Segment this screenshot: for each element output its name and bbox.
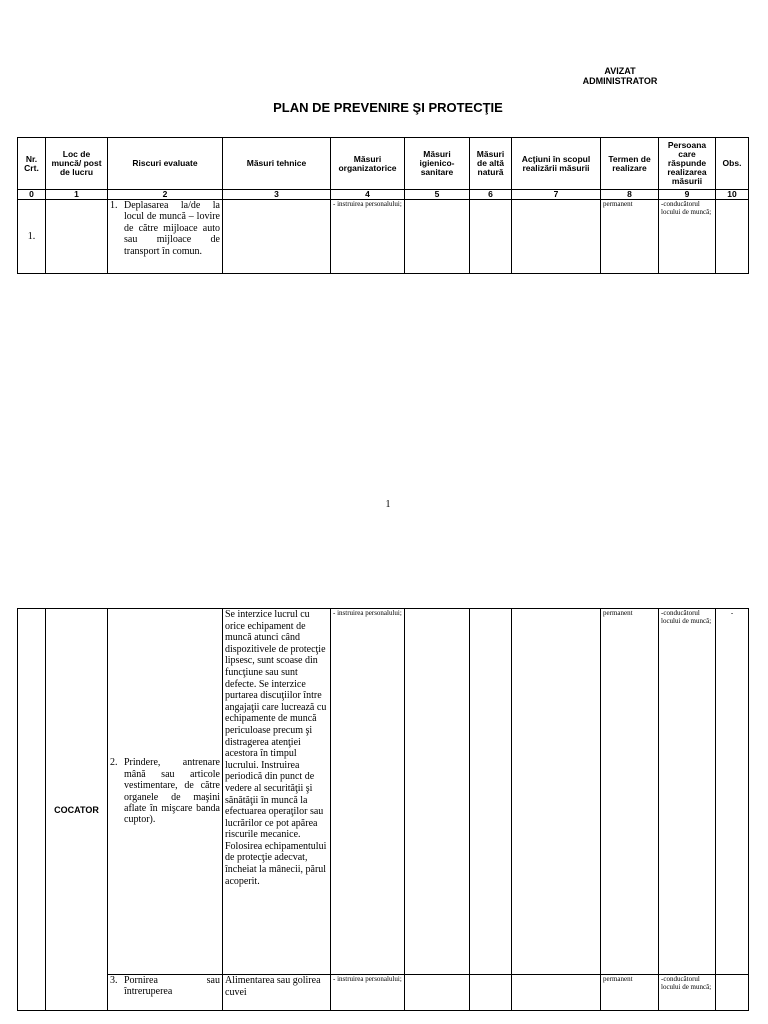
table-header-row bbox=[18, 138, 749, 190]
document-title: PLAN DE PREVENIRE ŞI PROTECŢIE bbox=[273, 100, 503, 115]
row-nr: 1. bbox=[18, 200, 46, 274]
row-alta-natura bbox=[470, 200, 512, 274]
row-actiuni bbox=[512, 975, 601, 1011]
row-actiuni bbox=[512, 200, 601, 274]
row-persoana: -conducătorul locului de muncă; bbox=[659, 975, 716, 1011]
col-header-persoana: Persoana care răspunde realizarea măsurii bbox=[659, 138, 716, 190]
row-risk bbox=[108, 975, 223, 1011]
approval-line-avizat: AVIZAT bbox=[604, 66, 636, 76]
col-header-termen: Termen de realizare bbox=[601, 138, 659, 190]
col-number: 8 bbox=[601, 190, 659, 200]
col-header-nr: Nr. Crt. bbox=[18, 138, 46, 190]
col-header-tehnice: Măsuri tehnice bbox=[223, 138, 331, 190]
risk-text: Deplasarea la/de la locul de muncă – lovire de către mijloace auto sau mijloace de transport în comun. bbox=[124, 200, 220, 257]
row-termen: permanent bbox=[601, 200, 659, 274]
approval-line-administrator: ADMINISTRATOR bbox=[582, 76, 658, 86]
column-number-row bbox=[18, 190, 749, 200]
row-alta-natura bbox=[470, 975, 512, 1011]
row-organizatorice: - instruirea personalului; bbox=[331, 609, 405, 975]
col-header-organizatorice: Măsuri organizatorice bbox=[331, 138, 405, 190]
col-number: 2 bbox=[108, 190, 223, 200]
row-obs bbox=[716, 975, 749, 1011]
risk-number: 2. bbox=[110, 757, 118, 769]
plan-table-page1 bbox=[17, 137, 749, 274]
page-number: 1 bbox=[385, 499, 391, 510]
table-row bbox=[18, 609, 749, 975]
table-row bbox=[18, 200, 749, 274]
row-organizatorice: - instruirea personalului; bbox=[331, 975, 405, 1011]
col-number: 1 bbox=[46, 190, 108, 200]
risk-number: 3. bbox=[110, 975, 118, 986]
row-obs: - bbox=[716, 609, 749, 975]
col-header-loc: Loc de muncă/ post de lucru bbox=[46, 138, 108, 190]
workplace-cocator: COCATOR bbox=[46, 609, 108, 1011]
col-number: 6 bbox=[470, 190, 512, 200]
row-persoana: -conducătorul locului de muncă; bbox=[659, 200, 716, 274]
approval-stamp bbox=[560, 66, 680, 86]
col-header-obs: Obs. bbox=[716, 138, 749, 190]
row-tehnice: Se interzice lucrul cu orice echipament de muncă atunci când dispozitivele de protecţie lipsesc, sunt scoase din funcţiune sau sunt defecte. Se interzice purtarea discuţiilor între angajaţii care lucrează cu echipamente de muncă periculoase precum şi distragerea atenţiei acestora în timpul lucrului. Instruirea periodică din punct de vedere al securităţii şi sănătăţii în muncă la efectuarea operaţilor sau lucrărilor ce pot apărea riscurile mecanice. Folosirea echipamentului de protecţie adecvat, încheiat la mânecii, părul acoperit. bbox=[223, 609, 331, 975]
row-termen: permanent bbox=[601, 975, 659, 1011]
row-persoana: -conducătorul locului de muncă; bbox=[659, 609, 716, 975]
row-organizatorice: - instruirea personalului; bbox=[331, 200, 405, 274]
row-tehnice: Alimentarea sau golirea cuvei bbox=[223, 975, 331, 1011]
row-igienico bbox=[405, 200, 470, 274]
table-row bbox=[18, 975, 749, 1011]
col-header-igienico: Măsuri igienico-sanitare bbox=[405, 138, 470, 190]
col-header-alta-natura: Măsuri de altă natură bbox=[470, 138, 512, 190]
row-tehnice bbox=[223, 200, 331, 274]
col-number: 4 bbox=[331, 190, 405, 200]
col-number: 7 bbox=[512, 190, 601, 200]
row-igienico bbox=[405, 975, 470, 1011]
risk-text: Prindere, antrenare mână sau articole vestimentare, de către organele de maşini aflate în mişcare banda cuptor). bbox=[124, 757, 220, 826]
risk-text: Pornirea sau întreruperea bbox=[124, 975, 220, 998]
row-obs bbox=[716, 200, 749, 274]
col-number: 5 bbox=[405, 190, 470, 200]
row-nr bbox=[18, 609, 46, 1011]
risk-number: 1. bbox=[110, 200, 118, 211]
col-number: 3 bbox=[223, 190, 331, 200]
col-number: 10 bbox=[716, 190, 749, 200]
col-header-actiuni: Acţiuni în scopul realizării măsurii bbox=[512, 138, 601, 190]
plan-table-page2 bbox=[17, 608, 749, 1011]
row-igienico bbox=[405, 609, 470, 975]
row-loc bbox=[46, 200, 108, 274]
col-header-riscuri: Riscuri evaluate bbox=[108, 138, 223, 190]
row-risk bbox=[108, 609, 223, 975]
row-actiuni bbox=[512, 609, 601, 975]
col-number: 0 bbox=[18, 190, 46, 200]
row-termen: permanent bbox=[601, 609, 659, 975]
row-alta-natura bbox=[470, 609, 512, 975]
row-risk bbox=[108, 200, 223, 274]
col-number: 9 bbox=[659, 190, 716, 200]
